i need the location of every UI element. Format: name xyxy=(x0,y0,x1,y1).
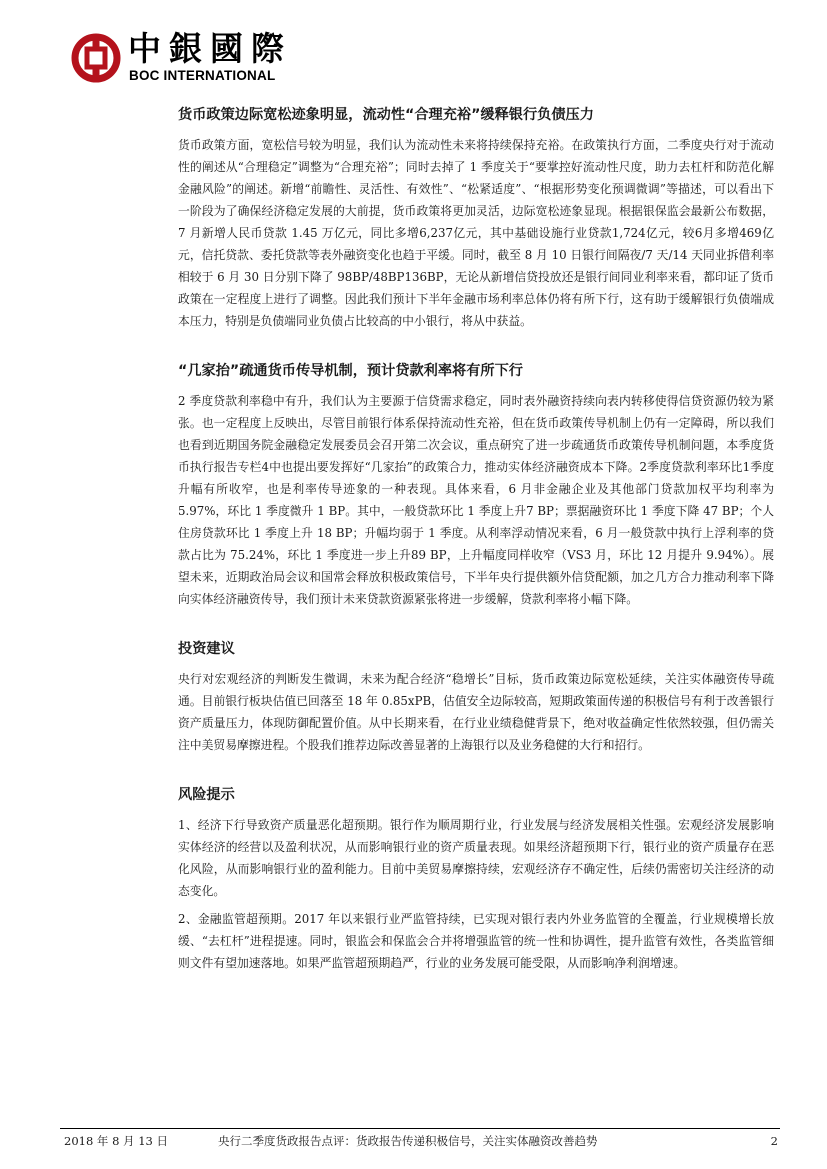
risk-item: 2、金融监管超预期。2017 年以来银行业严监管持续，已实现对银行表内外业务监管的全覆盖，行业规模增长放缓、“去杠杆”进程提速。同时，银监会和保监会合并将增强监管的统一性和协调性，提升监管有效性，各类监管细则文件有望加速落地。如果严监管超预期趋严，行业的业务发展可能受限，从而影响净利润增速。 xyxy=(178,912,774,970)
paragraph: 2 季度贷款利率稳中有升，我们认为主要源于信贷需求稳定，同时表外融资持续向表内转移使得信贷资源仍较为紧张。也一定程度上反映出，尽管目前银行体系保持流动性充裕，但在货币政策传导机制上仍有一定障碍，所以我们也看到近期国务院金融稳定发展委员会召开第二次会议，重点研究了进一步疏通货币政策传导机制问题，本季度货币执行报告专栏4中也提出要发挥好“几家抬”的政策合力，推动实体经济融资成本下降。2季度贷款利率环比1季度升幅有所收窄，也是利率传导迹象的一种表现。具体来看，6 月非金融企业及其他部门贷款加权平均利率为 5.97%，环比 1 季度微升 1 BP。其中，一般贷款环比 1 季度上升7 BP；票据融资环比 1 季度下降 47 BP；个人住房贷款环比 1 季度上升 18 BP；升幅均弱于 1 季度。从利率浮动情况来看，6 月一般贷款中执行上浮利率的贷款占比为 75.24%，环比 1 季度进一步上升89 BP，上升幅度同样收窄（VS3 月，环比 12 月提升 9.94%）。展望未来，近期政治局会议和国常会释放积极政策信号，下半年央行提供额外信贷配额，加之几方合力推动利率下降向实体经济融资传导，我们预计未来贷款资源紧张将进一步缓解，贷款利率将小幅下降。 xyxy=(178,394,774,606)
section-monetary-policy xyxy=(178,103,774,332)
logo-chinese-name: 中銀國際 xyxy=(128,29,292,68)
section-title: 风险提示 xyxy=(178,787,235,803)
section-transmission xyxy=(178,359,774,610)
page-number: 2 xyxy=(770,1134,778,1148)
paragraph: 货币政策方面，宽松信号较为明显，我们认为流动性未来将持续保持充裕。在政策执行方面，二季度央行对于流动性的阐述从“合理稳定”调整为“合理充裕”；同时去掉了 1 季度关于“要掌控好流动性尺度，助力去杠杆和防范化解金融风险”的阐述。新增“前瞻性、灵活性、有效性”、“松紧适度”、“根据形势变化预调微调”等描述，可以看出下一阶段为了确保经济稳定发展的大前提，货币政策将更加灵活，边际宽松迹象显现。根据银保监会最新公布数据，7 月新增人民币贷款 1.45 万亿元，同比多增6,237亿元，其中基础设施行业贷款1,724亿元，较6月多增469亿元，信托贷款、委托贷款等表外融资变化也趋于平缓。同时，截至 8 月 10 日银行间隔夜/7 天/14 天同业拆借利率相较于 6 月 30 日分别下降了 98BP/48BP136BP，无论从新增信贷投放还是银行间同业利率来看，都印证了货币政策在一定程度上进行了调整。因此我们预计下半年金融市场利率总体仍将有所下行，这有助于缓解银行负债端成本压力，特别是负债端同业负债占比较高的中小银行，将从中获益。 xyxy=(178,138,774,328)
section-investment-advice xyxy=(178,637,774,756)
section-title: 投资建议 xyxy=(178,641,235,657)
page-header xyxy=(70,30,770,90)
page-footer xyxy=(60,1130,780,1152)
paragraph: 央行对宏观经济的判断发生微调，未来为配合经济“稳增长”目标，货币政策边际宽松延续，关注实体融资传导疏通。目前银行板块估值已回落至 18 年 0.85xPB，估值安全边际较高，短期政策面传递的积极信号有利于改善银行资产质量压力，体现防御配置价值。从中长期来看，在行业业绩稳健背景下，绝对收益确定性依然较强，但仍需关注中美贸易摩擦进程。个股我们推荐边际改善显著的上海银行以及业务稳健的大行和招行。 xyxy=(178,672,774,752)
report-body xyxy=(178,103,774,974)
risk-item: 1、经济下行导致资产质量恶化超预期。银行作为顺周期行业，行业发展与经济发展相关性强。宏观经济发展影响实体经济的经营以及盈利状况，从而影响银行业的资产质量表现。如果经济超预期下行，银行业的资产质量存在恶化风险，从而影响银行业的盈利能力。目前中美贸易摩擦持续，宏观经济存不确定性，后续仍需密切关注经济的动态变化。 xyxy=(178,818,774,898)
footer-divider xyxy=(60,1128,780,1129)
footer-date: 2018 年 8 月 13 日 xyxy=(64,1134,168,1148)
section-risk-warning xyxy=(178,783,774,974)
section-title: “几家抬”疏通货币传导机制，预计贷款利率将有所下行 xyxy=(178,363,523,379)
boc-coin-logo-icon xyxy=(70,32,122,84)
logo-english-name: BOC INTERNATIONAL xyxy=(129,68,276,83)
section-title: 货币政策边际宽松迹象明显，流动性“合理充裕”缓释银行负债压力 xyxy=(178,107,594,123)
footer-report-title: 央行二季度货政报告点评：货政报告传递积极信号，关注实体融资改善趋势 xyxy=(218,1134,598,1148)
